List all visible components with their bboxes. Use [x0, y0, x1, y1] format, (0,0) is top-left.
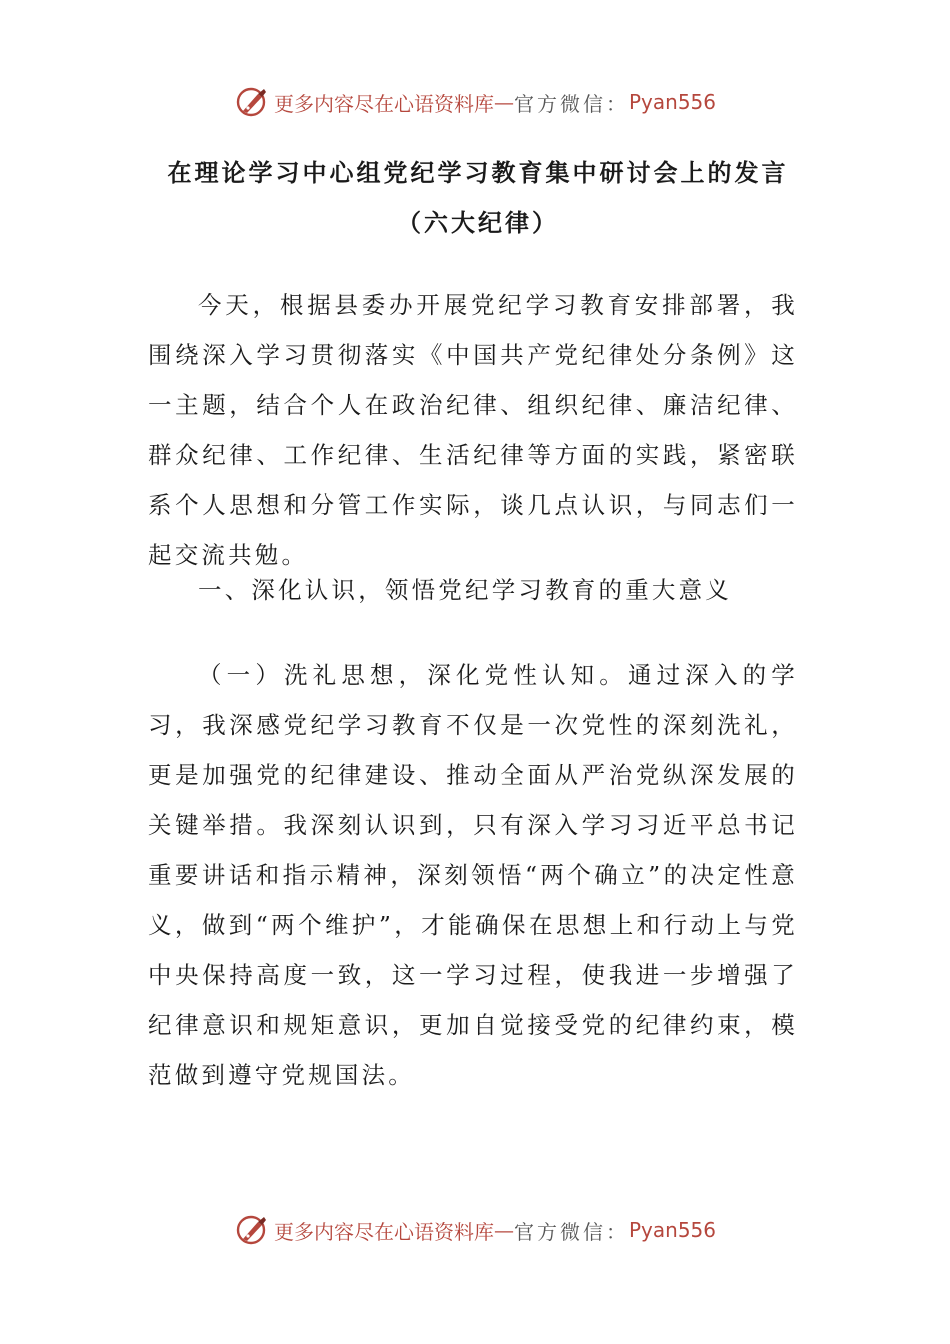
header-watermark — [0, 80, 950, 124]
watermark-wechat-id: Pyan556 — [628, 90, 716, 114]
watermark-separator: — — [493, 1218, 514, 1242]
watermark-separator: — — [493, 90, 514, 114]
watermark-wechat-label: 官方微信： — [513, 91, 629, 116]
watermark-wechat-label: 官方微信： — [513, 1219, 629, 1244]
watermark-wechat-id: Pyan556 — [628, 1218, 716, 1242]
document-title: 在理论学习中心组党纪学习教育集中研讨会上的发言（六大纪律） — [167, 158, 789, 237]
watermark-brand: 更多内容尽在心语资料库 — [273, 91, 494, 116]
body-paragraph: （一）洗礼思想，深化党性认知。通过深入的学习，我深感党纪学习教育不仅是一次党性的深刻洗礼，更是加强党的纪律建设、推动全面从严治党纵深发展的关键举措。我深刻认识到，只有深入学习习近平总书记重要讲话和指示精神，深刻领悟“两个确立”的决定性意义，做到“两个维护”，才能确保在思想上和行动上与党中央保持高度一致，这一学习过程，使我进一步增强了纪律意识和规矩意识，更加自觉接受党的纪律约束，模范做到遵守党规国法。 — [148, 661, 798, 1089]
intro-paragraph: 今天，根据县委办开展党纪学习教育安排部署，我围绕深入学习贯彻落实《中国共产党纪律处分条例》这一主题，结合个人在政治纪律、组织纪律、廉洁纪律、群众纪律、工作纪律、生活纪律等方面的实践，紧密联系个人思想和分管工作实际，谈几点认识，与同志们一起交流共勉。 — [148, 291, 798, 569]
watermark-brand: 更多内容尽在心语资料库 — [273, 1219, 494, 1244]
pen-nib-logo-icon — [234, 84, 270, 120]
pen-nib-logo-icon — [234, 1212, 270, 1248]
footer-watermark — [0, 1208, 950, 1252]
section-heading: 一、深化认识，领悟党纪学习教育的重大意义 — [198, 576, 732, 604]
